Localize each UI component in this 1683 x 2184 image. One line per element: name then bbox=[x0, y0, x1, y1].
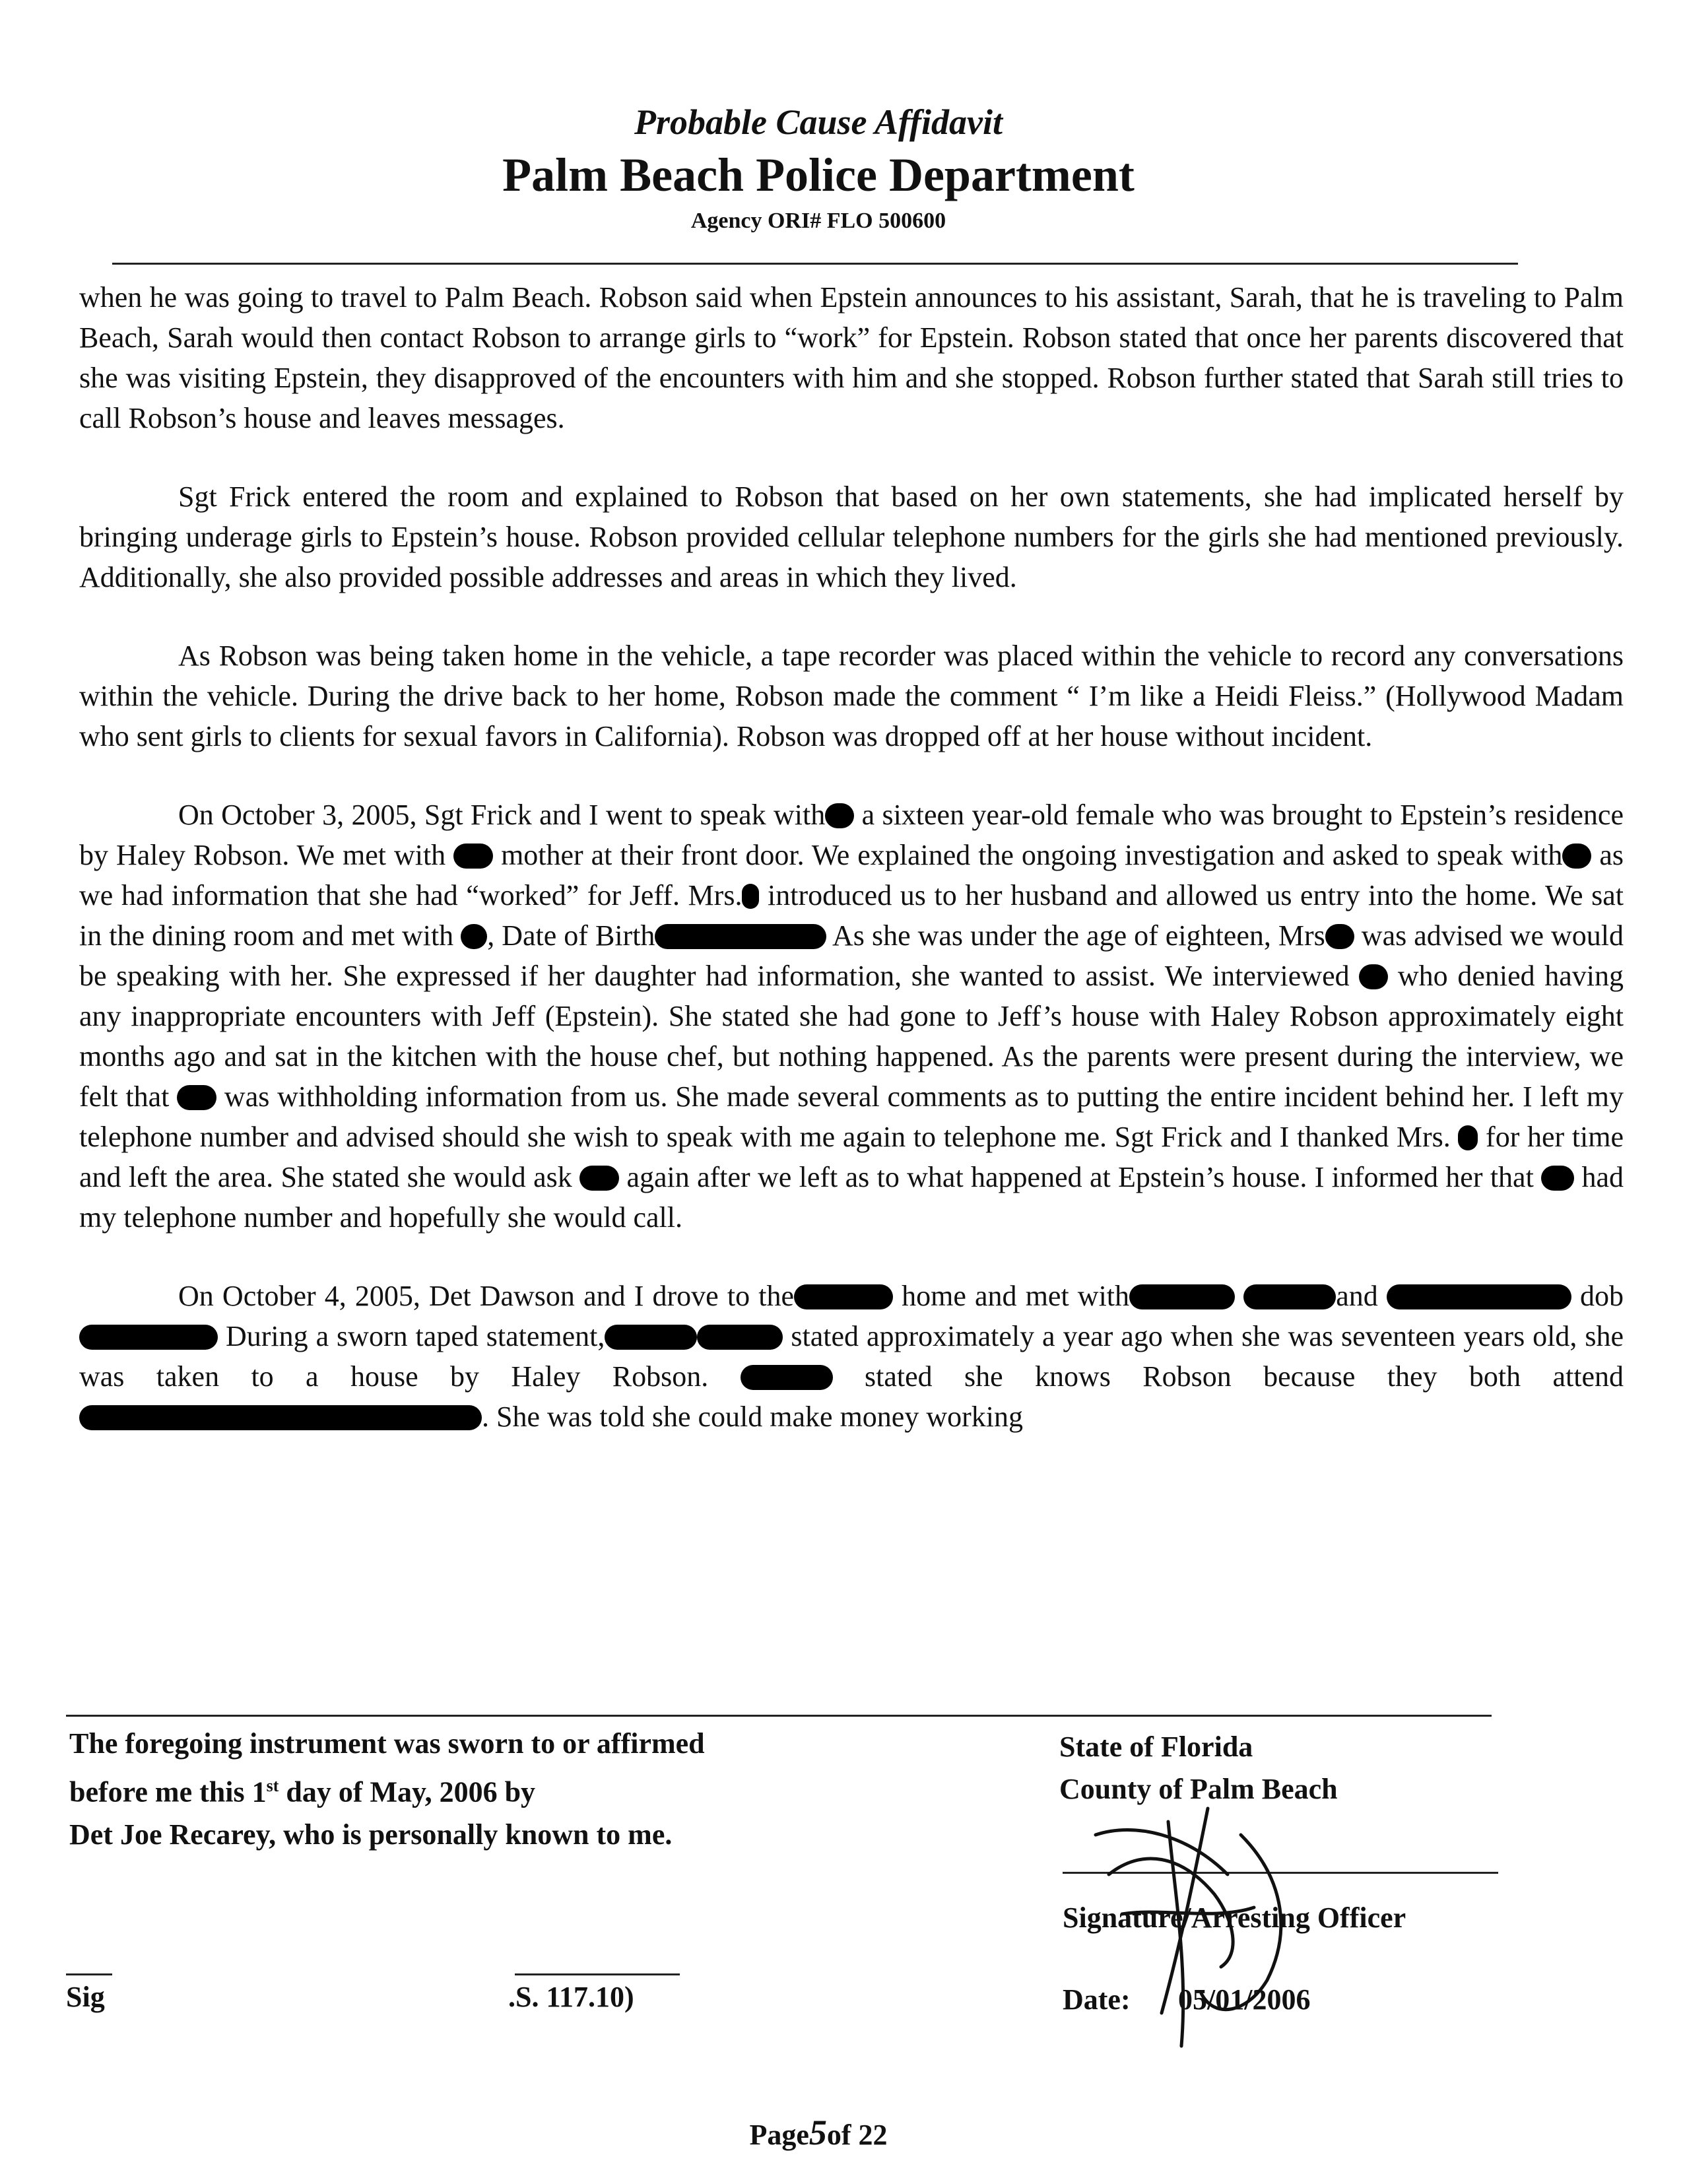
date-value: 05/01/2006 bbox=[1178, 1983, 1311, 2016]
notary-signature-label: Sig bbox=[66, 1981, 105, 2013]
affidavit-body bbox=[79, 277, 1624, 1475]
paragraph-4: On October 3, 2005, Sgt Frick and I went to speak with a sixteen year-old female who was brought to Epstein’s residence by Haley Robson. We met with mother at their front door. We explained the ongoing investigation and asked to speak with as we had information that she had “worked” for Jeff. Mrs. introduced us to her husband and allowed us entry into the home. We sat in the dining room and met with , Date of Birth As she was under the age of eighteen, Mrs was advised we would be speaking with her. She expressed if her daughter had information, she wanted to assist. We interviewed who denied having any inappropriate encounters with Jeff (Epstein). She stated she had gone to Jeff’s house with Haley Robson approximately eight months ago and sat in the kitchen with the house chef, but nothing happened. As the parents were present during the interview, we felt that was withholding information from us. She made several comments as to putting the entire incident behind her. I left my telephone number and advised should she wish to speak with me again to telephone me. Sgt Frick and I thanked Mrs. for her time and left the area. She stated she would ask again after we left as to what happened at Epstein’s house. I informed her that had my telephone number and hopefully she would call. bbox=[79, 799, 1624, 1234]
redaction-mark bbox=[1243, 1284, 1336, 1309]
sworn-line-2: before me this 1st day of May, 2006 by bbox=[69, 1775, 536, 1808]
redaction-mark bbox=[1387, 1284, 1571, 1309]
paragraph-1: when he was going to travel to Palm Beach. Robson said when Epstein announces to his assistant, Sarah, that he is traveling to Palm Beach, Sarah would then contact Robson to arrange girls to “work” for Epstein. Robson stated that once her parents discovered that she was visiting Epstein, they disapproved of the encounters with him and she stopped. Robson further stated that Sarah still tries to call Robson’s house and leaves messages. bbox=[79, 281, 1624, 434]
agency-ori: Agency ORI# FLO 500600 bbox=[690, 209, 946, 233]
redaction-mark bbox=[1458, 1125, 1478, 1150]
document-header bbox=[0, 99, 1637, 238]
redaction-mark bbox=[1359, 964, 1388, 989]
notary-signature-line-right bbox=[515, 1973, 680, 1975]
sworn-statement bbox=[69, 1723, 894, 1856]
redaction-mark bbox=[605, 1325, 697, 1350]
date-label: Date: bbox=[1063, 1983, 1131, 2016]
redaction-mark bbox=[655, 924, 826, 949]
paragraph-5: On October 4, 2005, Det Dawson and I drove to the home and met with and dob During a sworn taped statement, stated approximately a year ago when she was seventeen years old, she was taken to a house by Haley Robson. stated she knows Robson because they both attend . She was told she could make money working bbox=[79, 1280, 1624, 1433]
redaction-mark bbox=[79, 1405, 482, 1430]
sworn-line-3: Det Joe Recarey, who is personally known to me. bbox=[69, 1818, 673, 1851]
redaction-mark bbox=[1129, 1284, 1235, 1309]
redaction-mark bbox=[741, 1365, 833, 1390]
redaction-mark bbox=[461, 924, 487, 949]
page-current: 5 bbox=[808, 2113, 827, 2152]
signature-officer-label: Signature/Arresting Officer bbox=[1063, 1902, 1406, 1934]
redaction-mark bbox=[79, 1325, 218, 1350]
redaction-mark bbox=[453, 844, 493, 869]
redaction-mark bbox=[579, 1166, 619, 1191]
department-name: Palm Beach Police Department bbox=[502, 149, 1135, 201]
redaction-mark bbox=[177, 1085, 216, 1110]
footer-rule bbox=[66, 1715, 1492, 1717]
document-title: Probable Cause Affidavit bbox=[634, 102, 1003, 142]
state-label: State of Florida bbox=[1059, 1731, 1253, 1763]
redaction-mark bbox=[1562, 844, 1591, 869]
paragraph-3: As Robson was being taken home in the vehicle, a tape recorder was placed within the vehicle to record any conversations within the vehicle. During the drive back to her home, Robson made the comment “ I’m like a Heidi Fleiss.” (Hollywood Madam who sent girls to clients for sexual favors in California). Robson was dropped off at her house without incident. bbox=[79, 640, 1624, 752]
sworn-line-1: The foregoing instrument was sworn to or affirmed bbox=[69, 1727, 705, 1760]
statute-reference: .S. 117.10) bbox=[508, 1981, 634, 2013]
redaction-mark bbox=[825, 803, 854, 828]
county-label: County of Palm Beach bbox=[1059, 1773, 1338, 1805]
redaction-mark bbox=[794, 1284, 893, 1309]
page-number: Page5of 22 bbox=[749, 2113, 888, 2152]
header-rule bbox=[112, 263, 1518, 265]
redaction-mark bbox=[697, 1325, 783, 1350]
paragraph-2: Sgt Frick entered the room and explained to Robson that based on her own statements, she had implicated herself by bringing underage girls to Epstein’s house. Robson provided cellular telephone numbers for the girls she had mentioned previously. Additionally, she also provided possible addresses and areas in which they lived. bbox=[79, 480, 1624, 593]
redaction-mark bbox=[1541, 1166, 1574, 1191]
redaction-mark bbox=[1325, 924, 1354, 949]
notary-signature-line-left bbox=[66, 1973, 112, 1975]
redaction-mark bbox=[742, 884, 759, 909]
officer-signature-scrawl bbox=[1082, 1795, 1320, 2072]
